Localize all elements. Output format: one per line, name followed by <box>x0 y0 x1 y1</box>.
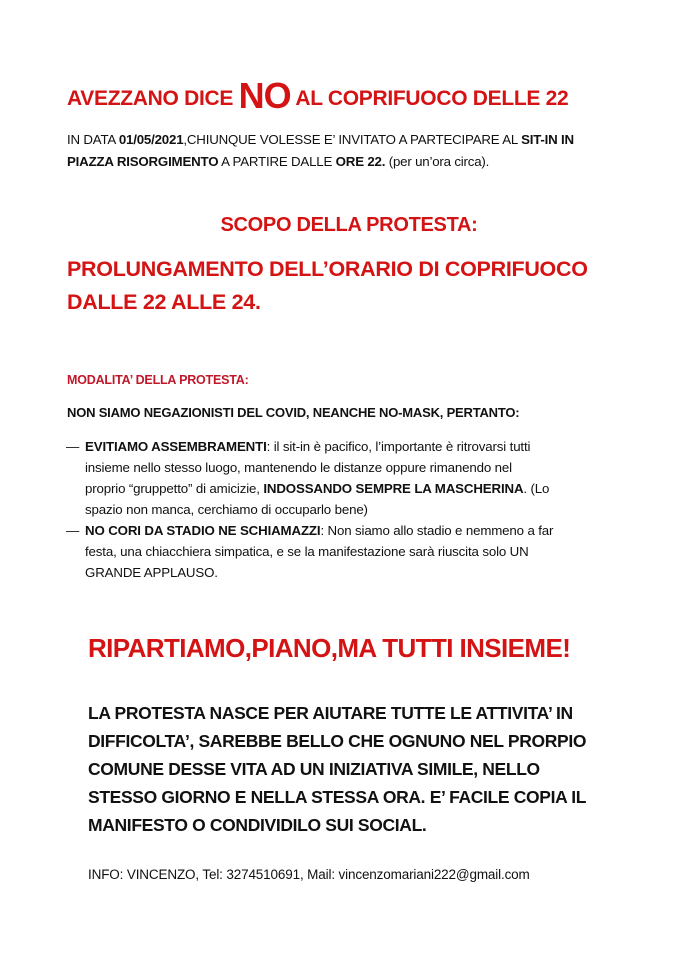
event-type: SIT-IN IN <box>521 132 574 147</box>
bullet-1-line-2: insieme nello stesso luogo, mantenendo le distanze oppure rimanendo nel <box>85 460 512 475</box>
title-emphasis-no: NO <box>238 75 291 116</box>
intro-text: (per un’ora circa). <box>385 154 490 169</box>
scopo-body-line-2: DALLE 22 ALLE 24. <box>67 290 261 314</box>
scopo-heading: SCOPO DELLA PROTESTA: <box>220 214 478 236</box>
intro-line-2 <box>67 154 489 169</box>
modalita-heading: MODALITA’ DELLA PROTESTA: <box>67 373 249 387</box>
contact-info <box>88 867 530 882</box>
title-part-2: AL COPRIFUOCO DELLE 22 <box>290 87 569 110</box>
contact-label: , Mail: <box>299 867 339 882</box>
bullet-2-line-1 <box>85 523 553 538</box>
scopo-body-line-1: PROLUNGAMENTO DELL’ORARIO DI COPRIFUOCO <box>67 257 588 281</box>
slogan: RIPARTIAMO,PIANO,MA TUTTI INSIEME! <box>88 633 571 663</box>
closing-line-5: MANIFESTO O CONDIVIDILO SUI SOCIAL. <box>88 815 427 835</box>
intro-line-1 <box>67 132 574 147</box>
intro-text: ,CHIUNQUE VOLESSE E’ INVITATO A PARTECIPARE AL <box>183 132 522 147</box>
contact-phone: 3274510691 <box>226 867 300 882</box>
bullet-dash-icon: — <box>66 523 80 538</box>
modalita-intro: NON SIAMO NEGAZIONISTI DEL COVID, NEANCHE NO-MASK, PERTANTO: <box>67 405 520 420</box>
bullet-2-text: : Non siamo allo stadio e nemmeno a far <box>320 523 554 538</box>
bullet-1-text: proprio “gruppetto” di amicizie, <box>85 481 264 496</box>
bullet-1-lead: EVITIAMO ASSEMBRAMENTI <box>85 439 267 454</box>
contact-email: vincenzomariani222@gmail.com <box>338 867 530 882</box>
closing-line-1: LA PROTESTA NASCE PER AIUTARE TUTTE LE ATTIVITA’ IN <box>88 703 573 723</box>
title-part-1: AVEZZANO DICE <box>67 87 239 110</box>
page-title <box>67 75 569 116</box>
intro-text: IN DATA <box>67 132 119 147</box>
bullet-2-lead: NO CORI DA STADIO NE SCHIAMAZZI <box>85 523 321 538</box>
bullet-1-line-3 <box>85 481 549 496</box>
contact-name: INFO: VINCENZO, Tel: <box>88 867 227 882</box>
bullet-2-line-2: festa, una chiacchiera simpatica, e se la manifestazione sarà riuscita solo UN <box>85 544 529 559</box>
bullet-1-text: . (Lo <box>523 481 550 496</box>
intro-text: A PARTIRE DALLE <box>218 154 336 169</box>
event-date: 01/05/2021 <box>118 132 184 147</box>
closing-line-4: STESSO GIORNO E NELLA STESSA ORA. E’ FACILE COPIA IL <box>88 787 587 807</box>
event-time: ORE 22. <box>335 154 386 169</box>
bullet-1-emphasis: INDOSSANDO SEMPRE LA MASCHERINA <box>263 481 524 496</box>
closing-line-2: DIFFICOLTA’, SAREBBE BELLO CHE OGNUNO NEL PRORPIO <box>88 731 587 751</box>
bullet-dash-icon: — <box>66 439 80 454</box>
bullet-2-line-3: GRANDE APPLAUSO. <box>85 565 218 580</box>
event-place: PIAZZA RISORGIMENTO <box>67 154 219 169</box>
bullet-1-line-1 <box>85 439 530 454</box>
closing-line-3: COMUNE DESSE VITA AD UN INIZIATIVA SIMILE, NELLO <box>88 759 540 779</box>
bullet-1-text: : il sit-in è pacifico, l’importante è ritrovarsi tutti <box>266 439 531 454</box>
bullet-1-line-4: spazio non manca, cerchiamo di occuparlo bene) <box>85 502 368 517</box>
